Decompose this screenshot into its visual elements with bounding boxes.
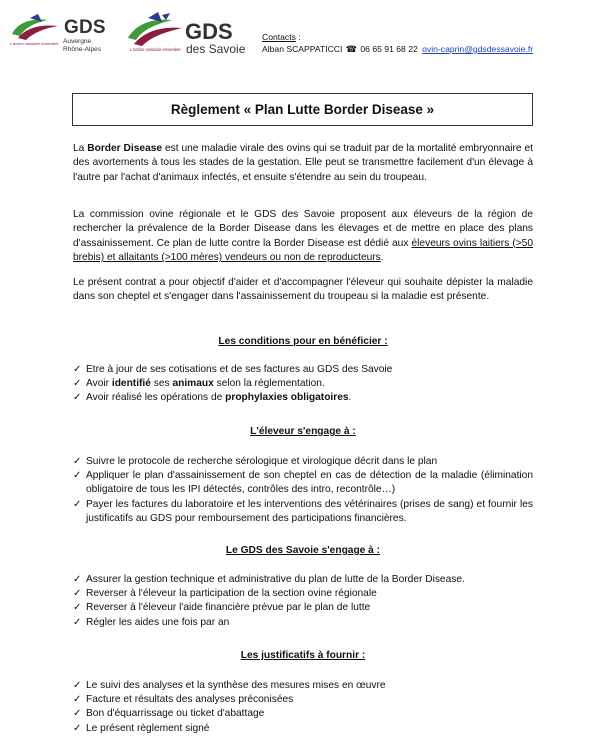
justificatif-item-text: Facture et résultats des analyses préconisées — [86, 694, 294, 706]
condition-text: ses — [150, 378, 173, 390]
list-item — [73, 679, 533, 693]
list-item — [73, 601, 533, 615]
check-icon: ✓ — [73, 722, 82, 734]
check-icon: ✓ — [73, 470, 82, 482]
condition-bold: identifié — [111, 378, 151, 390]
gds-heading: Le GDS des Savoie s'engage à : — [225, 545, 381, 556]
list-item — [73, 377, 533, 391]
letterhead — [0, 0, 598, 70]
contact-name: Alban SCAPPATICCI — [262, 44, 343, 54]
condition-text: Avoir réalisé les opérations de — [86, 392, 226, 404]
justificatifs-heading: Les justificatifs à fournir : — [240, 650, 366, 661]
logo-left-region-2: Rhône-Alpes — [63, 45, 102, 53]
p1-start: La — [73, 143, 85, 154]
list-item — [73, 693, 533, 707]
gds-savoie-logo — [122, 12, 257, 60]
logo-left-name: GDS — [64, 17, 106, 38]
logo-right-subtitle: des Savoie — [186, 42, 246, 56]
phone-icon: ☎ — [345, 44, 358, 54]
list-item — [73, 707, 533, 721]
document-title: Règlement « Plan Lutte Border Disease » — [170, 102, 435, 117]
check-icon: ✓ — [73, 364, 82, 375]
gds-item-text: Régler les aides une fois par an — [86, 616, 230, 628]
gds-savoie-swoosh-icon — [122, 12, 186, 52]
check-icon: ✓ — [73, 574, 82, 585]
eleveur-item-text: Suivre le protocole de recherche sérologique et virologique décrit dans le plan — [86, 456, 438, 467]
condition-bold: animaux — [172, 378, 214, 390]
gds-item-text: Reverser à l'éleveur l'aide financière prévue par le plan de lutte — [86, 602, 371, 614]
logo-left-region — [63, 38, 101, 53]
check-icon: ✓ — [73, 680, 82, 691]
contacts-label: Contacts — [262, 32, 296, 42]
document-title-box — [72, 93, 533, 126]
conditions-heading: Les conditions pour en bénéficier : — [218, 336, 388, 347]
list-item — [73, 391, 533, 405]
justificatif-item-text: Bon d'équarrissage ou ticket d'abattage — [86, 708, 265, 720]
check-icon: ✓ — [73, 456, 82, 467]
intro-paragraph-1 — [73, 142, 533, 185]
p2-end: . — [380, 252, 384, 264]
eleveur-list — [73, 455, 533, 526]
list-item — [73, 363, 533, 377]
check-icon: ✓ — [73, 708, 82, 720]
condition-text: Avoir — [86, 378, 112, 390]
list-item — [73, 573, 533, 587]
p2-start: La commission ovine régionale et le GDS des Savoie proposent aux éleveurs de la région de rechercher la prévalence de la Border Disease dans les élevages et de mettre en place des plans d'assainissement. Ce plan de lutte contre la Border Disease est dédié aux — [73, 209, 533, 249]
check-icon: ✓ — [73, 392, 82, 404]
intro-paragraph-2 — [73, 208, 533, 266]
justificatif-item-text: Le suivi des analyses et la synthèse des mesures mises en œuvre — [86, 680, 386, 691]
check-icon: ✓ — [73, 588, 82, 600]
list-item — [73, 469, 533, 497]
logo-left-region-1: Auvergne — [63, 38, 92, 45]
gds-item-text: Reverser à l'éleveur la participation de la section ovine régionale — [86, 588, 377, 600]
check-icon: ✓ — [73, 378, 82, 390]
list-item — [73, 722, 533, 736]
condition-bold: prophylaxies obligatoires — [225, 392, 349, 404]
list-item — [73, 498, 533, 526]
contact-email-link[interactable]: ovin-caprin@gdsdessavoie.fr — [422, 44, 534, 54]
conditions-list — [73, 363, 533, 406]
check-icon: ✓ — [73, 616, 82, 628]
justificatifs-list — [73, 679, 533, 736]
condition-text: Etre à jour de ses cotisations et de ses factures au GDS des Savoie — [86, 364, 393, 375]
logo-right-tagline: L'action sanitaire ensemble — [130, 47, 181, 52]
p2-eligibility: éleveurs ovins laitiers (>50 brebis) et allaitants (>100 mères) vendeurs ou non de reproducteurs — [73, 237, 533, 264]
eleveur-item-text: Appliquer le plan d'assainissement de son cheptel en cas de détection de la maladie (élimination obligatoire de tous les IPI détectés, contrôles des intro, recontrôle…) — [86, 470, 533, 496]
list-item — [73, 587, 533, 601]
list-item — [73, 455, 533, 469]
justificatif-item-text: Le présent règlement signé — [86, 722, 210, 734]
eleveur-heading: L'éleveur s'engage à : — [250, 426, 356, 437]
gds-swoosh-icon — [8, 14, 64, 44]
gds-list — [73, 573, 533, 630]
contacts-block: Contacts : Alban SCAPPATICCI ☎ 06 65 91 68 22 ovin-caprin@gdsdessavoie.fr — [262, 32, 534, 54]
check-icon: ✓ — [73, 602, 82, 614]
condition-text: . — [348, 392, 352, 404]
intro-paragraph-3: Le présent contrat a pour objectif d'aider et d'accompagner l'éleveur qui souhaite dépister la maladie dans son cheptel et s'engager dans l'assainissement du troupeau si la maladie est présente. — [73, 277, 533, 303]
p1-rest: est une maladie virale des ovins qui se traduit par de la mortalité embryonnaire et des avortements à tous les stades de la gestation. Elle peut se transmettre facilement d'un élevage à l'autre par l'achat d'animaux infectés, et ensuite s'étendre au sein du troupeau. — [73, 143, 533, 183]
list-item — [73, 616, 533, 630]
eleveur-item-text: Payer les factures du laboratoire et les interventions des vétérinaires (prises de sang) et fournir les justificatifs au GDS pour remboursement des participations financières. — [86, 498, 533, 524]
contact-phone: 06 65 91 68 22 — [360, 44, 418, 54]
check-icon: ✓ — [73, 498, 82, 510]
gds-auvergne-logo — [8, 14, 123, 54]
condition-text: selon la réglementation. — [213, 378, 325, 390]
gds-item-text: Assurer la gestion technique et administrative du plan de lutte de la Border Disease. — [86, 574, 465, 585]
logo-left-tagline: L'action sanitaire ensemble — [10, 41, 59, 46]
check-icon: ✓ — [73, 694, 82, 706]
logo-right-name: GDS — [185, 19, 233, 44]
p1-disease-name: Border Disease — [87, 143, 163, 154]
